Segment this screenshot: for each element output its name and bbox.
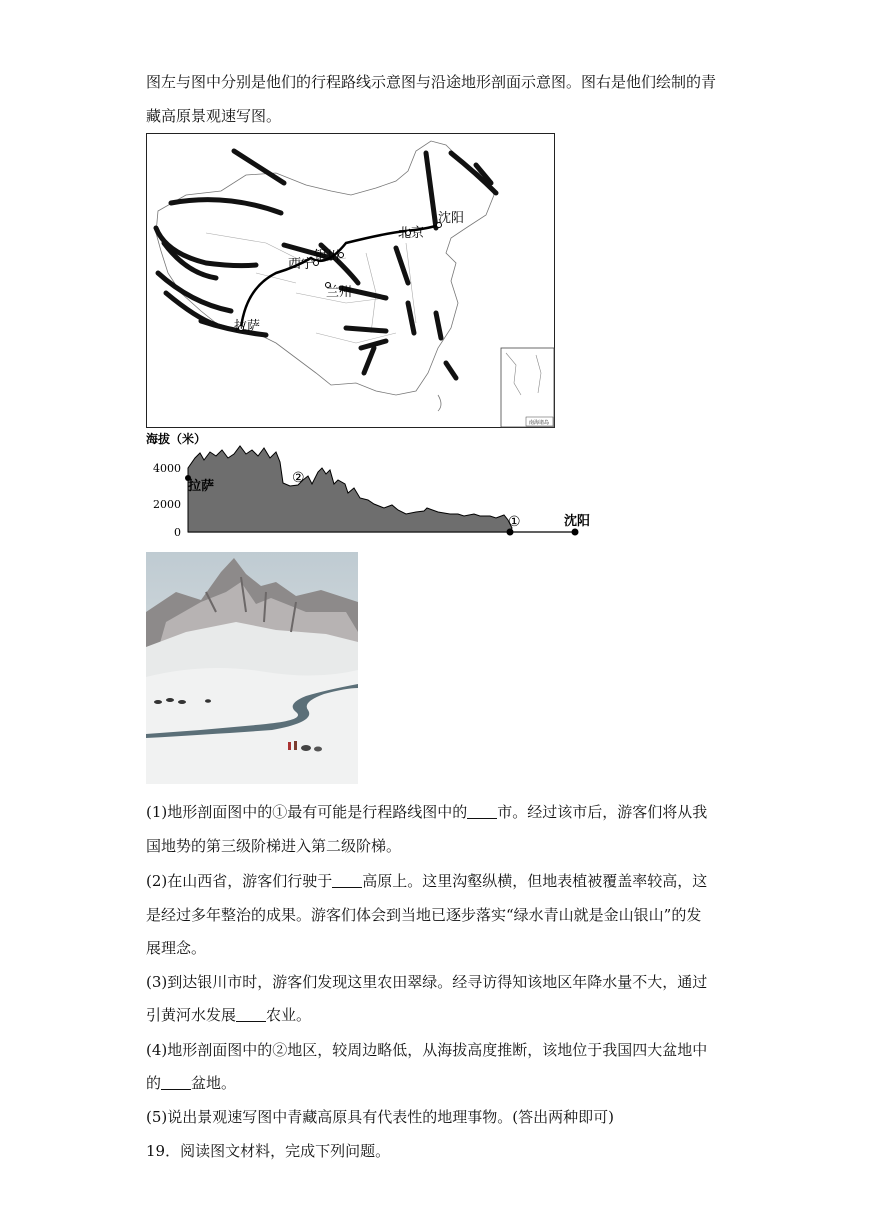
question-4-line-1: (4)地形剖面图中的②地区，较周边略低，从海拔高度推断，该地位于我国四大盆地中 (146, 1041, 708, 1059)
city-label-lanzhou: 兰州 (326, 285, 353, 300)
end-label: 沈阳 (564, 514, 591, 529)
city-label-xining: 西宁 (288, 257, 315, 272)
question-2-line-1: (2)在山西省，游客们行驶于 高原上。这里沟壑纵横，但地表植被覆盖率较高，这 (146, 872, 708, 890)
city-label-lhasa: 拉萨 (234, 319, 261, 334)
question-3-line-1: (3)到达银川市时，游客们发现这里农田翠绿。经寻访得知该地区年降水量不大，通过 (146, 973, 708, 991)
end-point (572, 529, 579, 536)
answer-blank-4[interactable] (161, 1075, 191, 1090)
city-label-beijing: 北京 (398, 226, 425, 241)
question-1-line-2: 国地势的第三级阶梯进入第二级阶梯。 (146, 837, 402, 855)
profile-ylabel: 海拔（米） (146, 432, 207, 446)
answer-blank-1[interactable] (467, 804, 497, 819)
question-19-heading: 19．阅读图文材料，完成下列问题。 (146, 1142, 391, 1160)
intro-line-1: 图左与图中分别是他们的行程路线示意图与沿途地形剖面示意图。图右是他们绘制的青 (146, 73, 717, 91)
tick-4000: 4000 (153, 462, 181, 475)
route-map (146, 133, 555, 428)
tick-0: 0 (174, 526, 181, 539)
terrain-profile (140, 428, 600, 543)
tick-2000: 2000 (153, 498, 181, 511)
marker-2: ② (292, 470, 305, 486)
question-3-line-2: 引黄河水发展 农业。 (146, 1006, 312, 1024)
south-china-sea-inset (501, 348, 554, 427)
answer-blank-2[interactable] (332, 873, 362, 888)
answer-blank-3[interactable] (236, 1007, 266, 1022)
question-4-line-2: 的 盆地。 (146, 1074, 237, 1092)
question-2-line-2: 是经过多年整治的成果。游客们体会到当地已逐步落实“绿水青山就是金山银山”的发 (146, 906, 702, 924)
city-label-yinchuan: 银川 (314, 249, 341, 264)
marker-1: ① (508, 514, 521, 530)
intro-line-2: 藏高原景观速写图。 (146, 107, 282, 125)
profile-area (188, 446, 512, 532)
start-label: 拉萨 (188, 479, 215, 494)
city-label-shenyang: 沈阳 (438, 211, 465, 226)
question-1-line-1: (1)地形剖面图中的①最有可能是行程路线图中的 市。经过该市后，游客们将从我 (146, 803, 708, 821)
question-2-line-3: 展理念。 (146, 939, 207, 957)
question-5: (5)说出景观速写图中青藏高原具有代表性的地理事物。(答出两种即可) (146, 1108, 614, 1126)
inset-label: 南海诸岛 (529, 420, 550, 426)
plateau-landscape-sketch (146, 552, 358, 784)
